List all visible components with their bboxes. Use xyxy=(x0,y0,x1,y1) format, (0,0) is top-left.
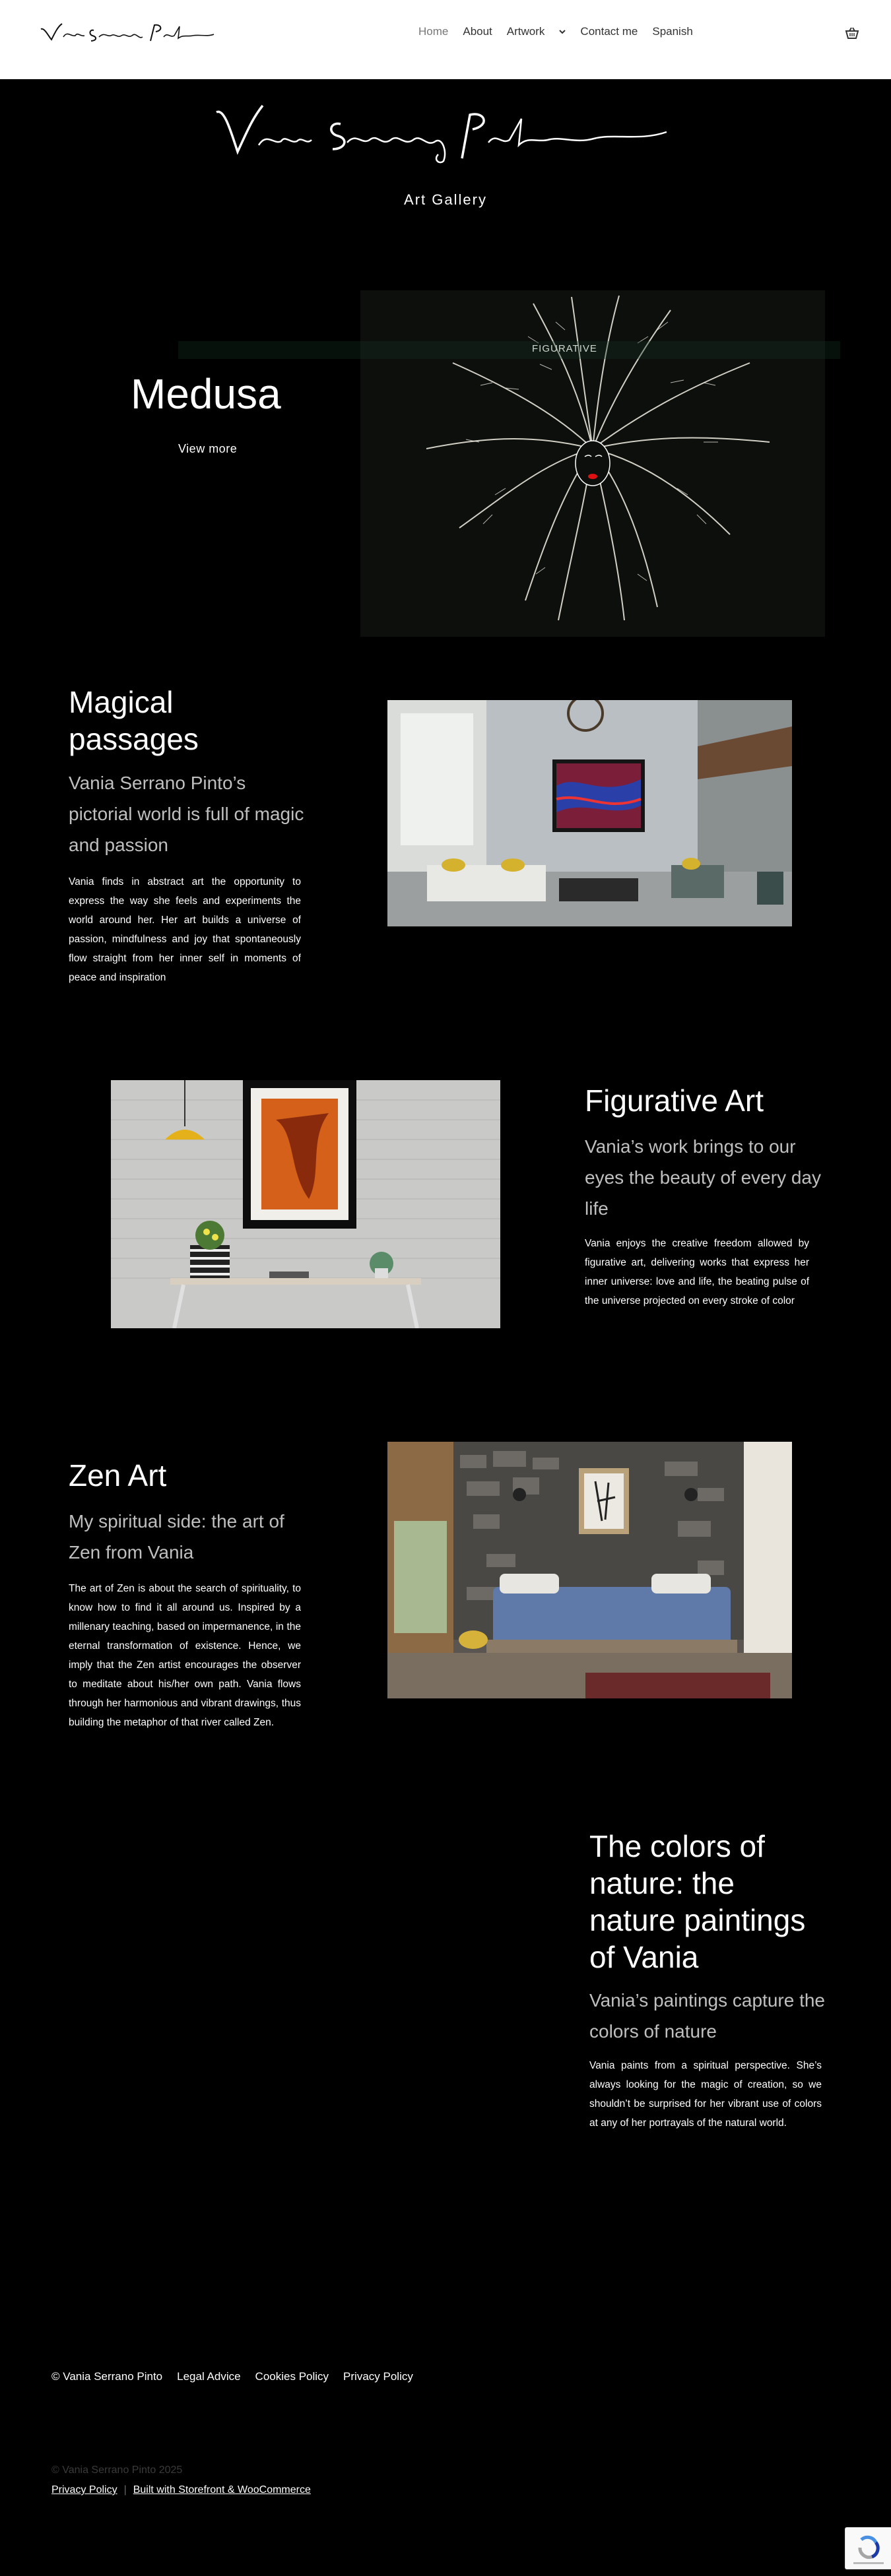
section-title-magical: Magical passages xyxy=(69,685,199,756)
nav-artwork-label: Artwork xyxy=(506,25,545,38)
nav-spanish[interactable]: Spanish xyxy=(652,25,693,38)
site-logo[interactable] xyxy=(38,17,216,48)
built-with-link[interactable]: Built with Storefront & WooCommerce xyxy=(133,2484,311,2496)
hero-subtitle: Art Gallery xyxy=(404,191,487,208)
site-header xyxy=(0,0,891,79)
footer-cookies-policy-link[interactable]: Cookies Policy xyxy=(255,2370,329,2383)
privacy-policy-link[interactable]: Privacy Policy xyxy=(51,2484,117,2496)
nav-home[interactable]: Home xyxy=(418,25,449,38)
recaptcha-badge[interactable] xyxy=(845,2527,891,2569)
section-text-magical: Vania finds in abstract art the opportunity to express the way she feels and experiments the world around her. Her art builds a universe of passion, mindfulness and joy that spontaneously flow straight from her inner self in moments of peace and inspiration xyxy=(69,876,301,983)
section-title-nature: The colors of nature: the nature paintings of Vania xyxy=(589,1829,806,1974)
section-text-zen: The art of Zen is about the search of spirituality, to know how to find it all around us. Inspired by a millenary teaching, based on impermanence, in the eternal transformation of existence. Hence, we imply that the Zen artist encourages the observer to meditate about his/her own path. Vania flows through her harmonious and vibrant drawings, thus building the metaphor of that river called Zen. xyxy=(69,1583,301,1728)
nav-contact[interactable]: Contact me xyxy=(580,25,638,38)
section-text-nature: Vania paints from a spiritual perspective. She’s always looking for the magic of creation, so we shouldn’t be surprised for her vibrant use of colors at any of her portrayals of the natural world. xyxy=(589,2060,822,2129)
slider-caption-band xyxy=(178,341,840,359)
nav-artwork[interactable] xyxy=(507,25,566,38)
site-credits xyxy=(51,2484,311,2496)
footer-legal-advice-link[interactable]: Legal Advice xyxy=(177,2370,241,2383)
footer-privacy-policy-link[interactable]: Privacy Policy xyxy=(343,2370,413,2383)
section-title-figurative: Figurative Art xyxy=(585,1083,764,1118)
footer-links xyxy=(51,2370,413,2383)
chevron-down-icon[interactable] xyxy=(559,28,566,35)
section-title-zen: Zen Art xyxy=(69,1458,167,1493)
bedroom-artwork-image xyxy=(387,1442,792,1698)
nav-about[interactable]: About xyxy=(463,25,492,38)
slider-category-label: FIGURATIVE xyxy=(532,343,597,354)
living-room-artwork-image xyxy=(387,700,792,926)
slider-title: Medusa xyxy=(131,370,281,418)
section-text-figurative: Vania enjoys the creative freedom allowed by figurative art, delivering works that express her inner universe: love and life, the beating pulse of the universe projected on every stroke of color xyxy=(585,1238,809,1306)
main-nav xyxy=(418,25,693,38)
hero-signature-logo xyxy=(211,99,673,172)
desk-artwork-image xyxy=(111,1080,500,1328)
recaptcha-icon xyxy=(845,2528,891,2570)
cart-basket-icon[interactable] xyxy=(845,26,859,40)
credits-separator: | xyxy=(123,2484,127,2496)
section-subtitle-figurative: Vania’s work brings to our eyes the beauty of every day life xyxy=(585,1136,821,1219)
view-more-button[interactable]: View more xyxy=(178,442,238,455)
site-copyright: © Vania Serrano Pinto 2025 xyxy=(51,2464,183,2476)
section-subtitle-magical: Vania Serrano Pinto’s pictorial world is full of magic and passion xyxy=(69,773,304,855)
footer-copyright-link[interactable]: © Vania Serrano Pinto xyxy=(51,2370,163,2383)
section-subtitle-zen: My spiritual side: the art of Zen from Vania xyxy=(69,1511,284,1562)
section-subtitle-nature: Vania’s paintings capture the colors of nature xyxy=(589,1990,825,2042)
